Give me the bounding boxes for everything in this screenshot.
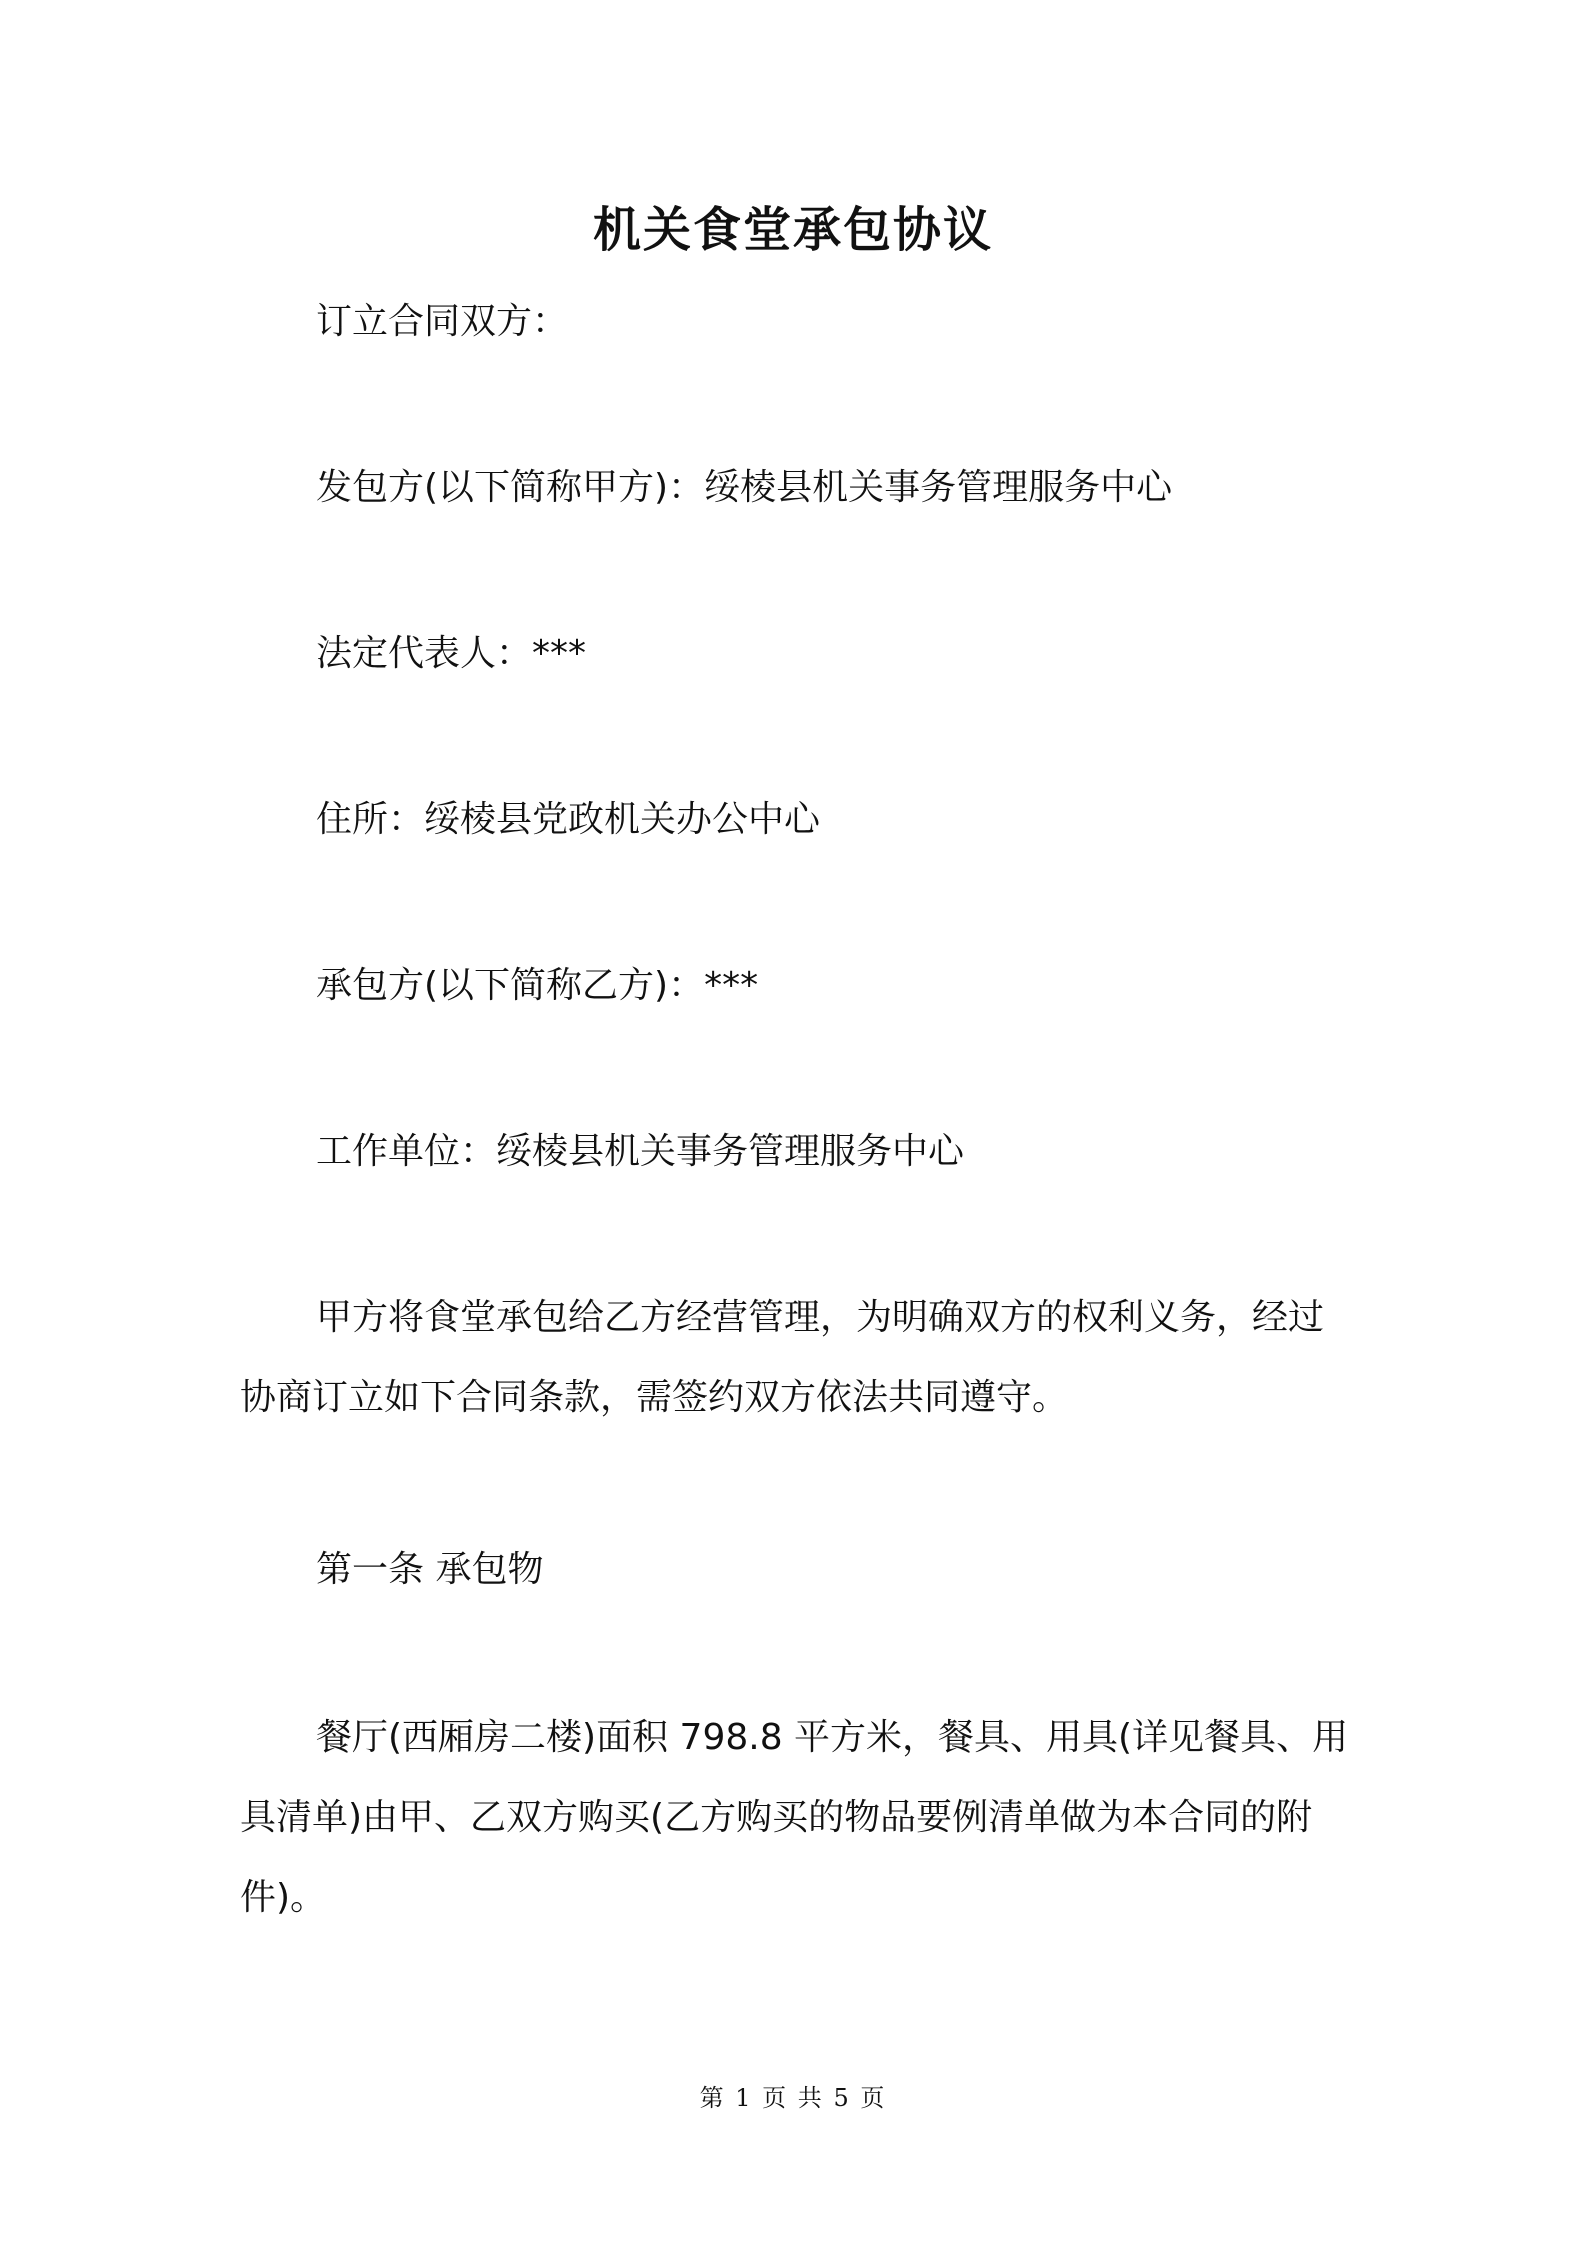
page-number-footer: 第 1 页 共 5 页 xyxy=(699,2084,887,2112)
paragraph-party-b: 承包方(以下简称乙方)：*** xyxy=(316,965,759,1006)
paragraph-legal-rep: 法定代表人：*** xyxy=(316,633,587,674)
paragraph-article-body: 餐厅(西厢房二楼)面积 798.8 平方米，餐具、用具(详见餐具、用具清单)由甲、乙双方购买(乙方购买的物品要例清单做为本合同的附件)。 xyxy=(240,1717,1349,1918)
paragraph-work-unit: 工作单位：绥棱县机关事务管理服务中心 xyxy=(316,1131,965,1172)
paragraph-article-heading: 第一条 承包物 xyxy=(316,1549,544,1590)
paragraph-parties: 订立合同双方： xyxy=(316,301,569,342)
paragraph-preamble: 甲方将食堂承包给乙方经营管理，为明确双方的权利义务，经过协商订立如下合同条款，需签约双方依法共同遵守。 xyxy=(240,1297,1325,1418)
paragraph-address: 住所：绥棱县党政机关办公中心 xyxy=(316,799,821,840)
paragraph-party-a: 发包方(以下简称甲方)：绥棱县机关事务管理服务中心 xyxy=(316,467,1173,508)
document-title: 机关食堂承包协议 xyxy=(592,202,993,258)
